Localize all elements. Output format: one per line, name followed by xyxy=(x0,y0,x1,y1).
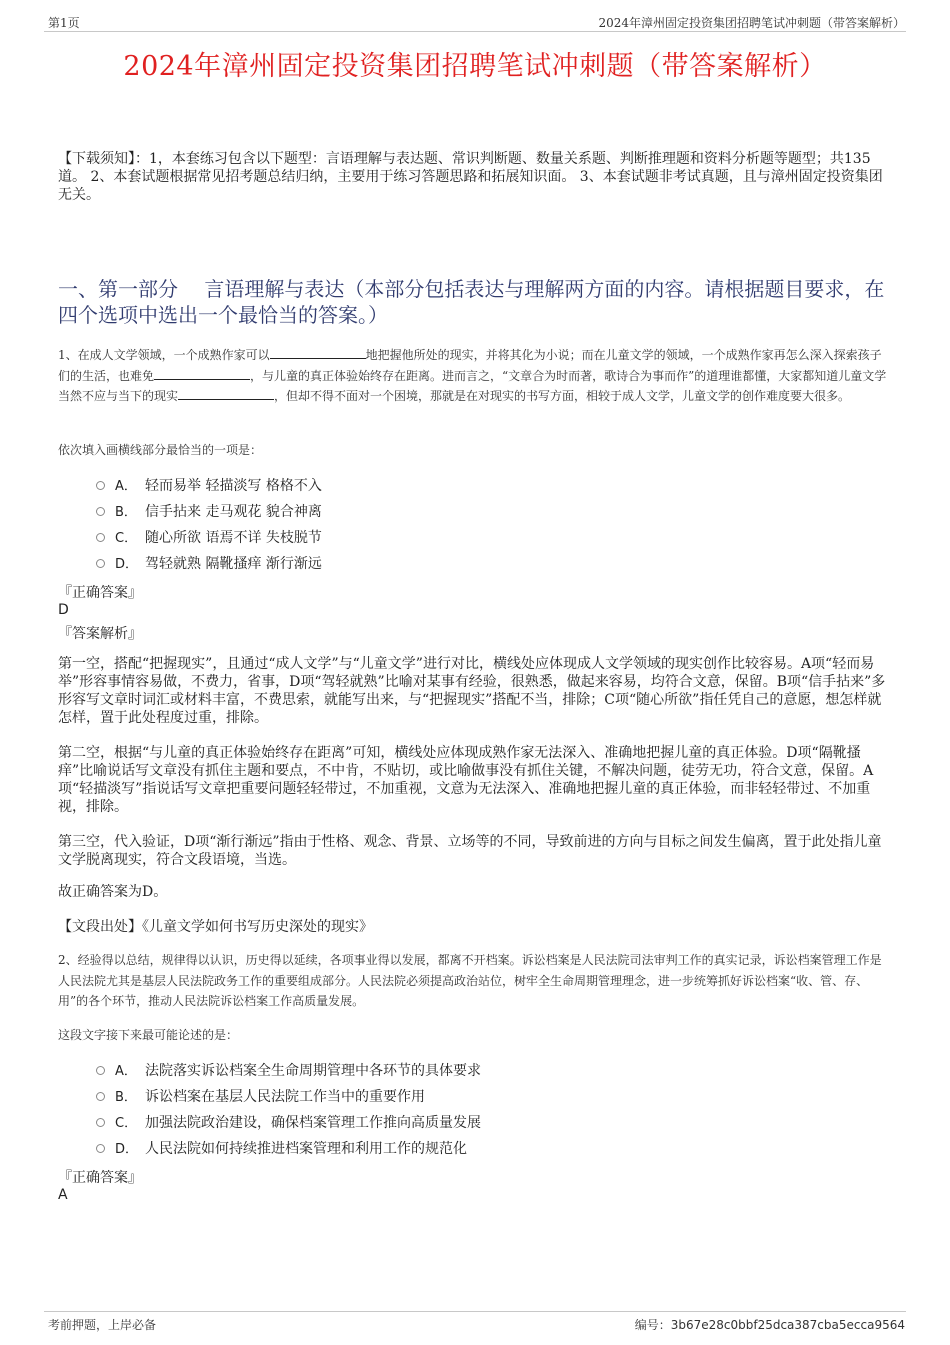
q1-analysis-para-1: 第一空，搭配“把握现实”，且通过“成人文学”与“儿童文学”进行对比，横线处应体现成人文学领域的现实创作比较容易。A项“轻而易举”形容事情容易做，不费力，省事，D项“驾轻就熟”比喻对某事有经验，很熟悉，做起来容易，均符合文意，保留。B项“信手拈来”多形容写文章时词汇或材料丰富，不费思索，就能写出来，与“把握现实”搭配不当，排除；C项“随心所欲”指任凭自己的意愿，想怎样就怎样，置于此处程度过重，排除。 xyxy=(58,656,886,726)
option-letter: A． xyxy=(115,1064,137,1079)
option-text: 法院落实诉讼档案全生命周期管理中各环节的具体要求 xyxy=(145,1063,481,1079)
q1-stem-part3: ，与儿童的真正体验始终存在距离。进而言之，“文章合为时而著，歌诗合为事而作”的道理谁都懂，大家都知道儿童文学当然不应与当下的现实 xyxy=(58,368,887,403)
q1-analysis-para-3: 第三空，代入验证，D项“渐行渐远”指由于性格、观念、背景、立场等的不同，导致前进的方向与目标之间发生偏离，置于此处指儿童文学脱离现实，符合文段语境，当选。 xyxy=(58,834,882,868)
q1-option-d[interactable] xyxy=(96,553,322,575)
radio-icon[interactable] xyxy=(96,559,105,568)
q2-option-d[interactable] xyxy=(96,1138,467,1160)
radio-icon[interactable] xyxy=(96,507,105,516)
q1-analysis-label: 『答案解析』 xyxy=(58,626,142,642)
footer-serial: 编号：3b67e28c0bbf25dca387cba5ecca9564 xyxy=(634,1318,905,1332)
q1-option-b[interactable] xyxy=(96,501,322,523)
footer-slogan: 考前押题，上岸必备 xyxy=(48,1318,157,1332)
option-text: 人民法院如何持续推进档案管理和利用工作的规范化 xyxy=(145,1141,467,1157)
q1-stem-part4: ，但却不得不面对一个困境，那就是在对现实的书写方面，相较于成人文学，儿童文学的创作难度要大很多。 xyxy=(274,389,851,403)
q1-answer-label: 『正确答案』 xyxy=(58,585,142,601)
q2-option-c[interactable] xyxy=(96,1112,481,1134)
q1-analysis-para-2: 第二空，根据“与儿童的真正体验始终存在距离”可知，横线处应体现成熟作家无法深入、准确地把握儿童的真正体验。D项“隔靴搔痒”比喻说话写文章没有抓住主题和要点，不中肯，不贴切，或比喻做事没有抓住关键，不解决问题，徒劳无功，符合文意，保留。A项“轻描淡写”指说话写文章把重要问题轻轻带过，不加重视，文意为无法深入、准确地把握儿童的真正体验，而非轻轻带过、不加重视，排除。 xyxy=(58,745,874,815)
page-number: 第1页 xyxy=(48,16,80,30)
option-text: 随心所欲 语焉不详 失枝脱节 xyxy=(145,530,322,546)
q1-option-c[interactable] xyxy=(96,527,322,549)
option-letter: D． xyxy=(115,1142,139,1157)
q1-answer: D xyxy=(58,602,69,618)
q1-blank-2 xyxy=(154,368,250,380)
q1-blank-1 xyxy=(270,347,366,359)
q1-option-a[interactable] xyxy=(96,475,322,497)
q2-answer: A xyxy=(58,1187,68,1203)
option-text: 轻而易举 轻描淡写 格格不入 xyxy=(145,478,322,494)
option-letter: C． xyxy=(115,1116,138,1131)
radio-icon[interactable] xyxy=(96,1144,105,1153)
option-letter: A． xyxy=(115,479,137,494)
radio-icon[interactable] xyxy=(96,533,105,542)
option-letter: B． xyxy=(115,505,137,520)
q1-prompt: 依次填入画横线部分最恰当的一项是： xyxy=(58,443,263,457)
q1-blank-3 xyxy=(178,388,274,400)
radio-icon[interactable] xyxy=(96,1066,105,1075)
option-text: 驾轻就熟 隔靴搔痒 渐行渐远 xyxy=(145,556,322,572)
q1-stem-part1: 1、在成人文学领域，一个成熟作家可以 xyxy=(58,348,270,362)
footer-divider xyxy=(44,1311,906,1312)
option-letter: D． xyxy=(115,557,139,572)
option-text: 信手拈来 走马观花 貌合神离 xyxy=(145,504,322,520)
radio-icon[interactable] xyxy=(96,1118,105,1127)
q1-conclusion: 故正确答案为D。 xyxy=(58,884,168,900)
download-notice: 【下载须知】：1，本套练习包含以下题型：言语理解与表达题、常识判断题、数量关系题、判断推理题和资料分析题等题型；共135道。 2、本套试题根据常见招考题总结归纳，主要用于练习答题思路和拓展知识面。 3、本套试题非考试真题，且与漳州固定投资集团无关。 xyxy=(58,151,883,203)
header-doc-title: 2024年漳州固定投资集团招聘笔试冲刺题（带答案解析） xyxy=(598,16,905,30)
q1-stem-part2: 地把握他所处的现实，并将其化为小说；而在儿童文学的领域，一个成熟作家再怎么深入探索孩子们的生活，也难免 xyxy=(58,348,882,383)
header-divider xyxy=(44,31,906,32)
radio-icon[interactable] xyxy=(96,481,105,490)
radio-icon[interactable] xyxy=(96,1092,105,1101)
q2-option-a[interactable] xyxy=(96,1060,481,1082)
q2-prompt: 这段文字接下来最可能论述的是： xyxy=(58,1028,239,1042)
q1-source: 【文段出处】《儿童文学如何书写历史深处的现实》 xyxy=(58,919,373,935)
option-letter: C． xyxy=(115,531,138,546)
option-text: 诉讼档案在基层人民法院工作当中的重要作用 xyxy=(145,1089,425,1105)
question-1-stem xyxy=(58,345,892,407)
q2-answer-label: 『正确答案』 xyxy=(58,1170,142,1186)
question-2-stem: 2、经验得以总结，规律得以认识，历史得以延续，各项事业得以发展，都离不开档案。诉讼档案是人民法院司法审判工作的真实记录，诉讼档案管理工作是人民法院尤其是基层人民法院政务工作的重要组成部分。人民法院必须提高政治站位，树牢全生命周期管理理念，进一步统筹抓好诉讼档案“收、管、存、用”的各个环节，推动人民法院诉讼档案工作高质量发展。 xyxy=(58,953,882,1008)
q2-option-b[interactable] xyxy=(96,1086,425,1108)
option-text: 加强法院政治建设，确保档案管理工作推向高质量发展 xyxy=(145,1115,481,1131)
option-letter: B． xyxy=(115,1090,137,1105)
section-heading: 一、第一部分 言语理解与表达（本部分包括表达与理解两方面的内容。请根据题目要求，在四个选项中选出一个最恰当的答案。） xyxy=(58,277,885,327)
page-title: 2024年漳州固定投资集团招聘笔试冲刺题（带答案解析） xyxy=(123,51,827,82)
